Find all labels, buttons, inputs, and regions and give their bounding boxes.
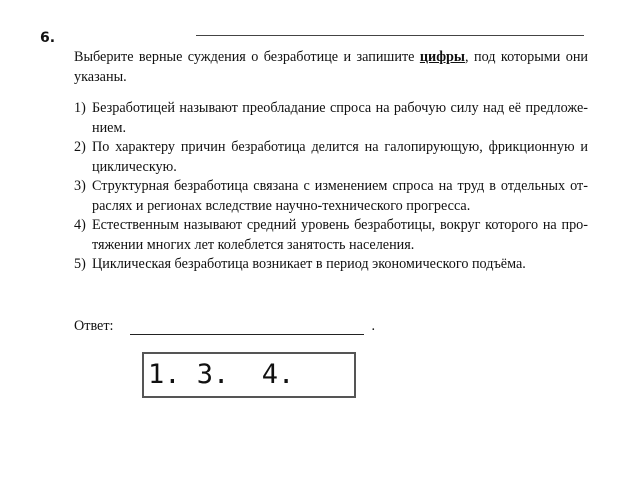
option-text: Безработицей называют преобладание спроса на рабочую силу над её предложением. — [92, 100, 588, 136]
option-1 — [74, 99, 588, 138]
prompt-text-start: Выберите верные суждения о безработице и запишите — [74, 49, 420, 65]
answer-row — [74, 318, 375, 335]
option-number: 4) — [74, 217, 86, 233]
prompt-emphasis: цифры — [419, 49, 466, 65]
options-list — [74, 99, 588, 275]
option-text: По характеру причин безработица делится на галопирующую, фрикционную и циклическую. — [92, 139, 588, 175]
option-text: Циклическая безработица возникает в период экономического подъёма. — [92, 256, 526, 272]
option-number: 5) — [74, 256, 86, 272]
option-text: Естественным называют средний уровень безработицы, вокруг которого на протяжении многих лет колеблется занятость населения. — [92, 217, 588, 253]
option-number: 2) — [74, 139, 86, 155]
question-sheet — [74, 48, 588, 275]
option-2 — [74, 138, 588, 177]
answer-input[interactable]: 1. 3. 4. — [142, 352, 356, 398]
question-prompt — [74, 48, 588, 87]
question-number: 6. — [40, 30, 56, 46]
option-5 — [74, 255, 588, 275]
option-text: Структурная безработица связана с изменением спроса на труд в отдельных отраслях и регионах вследствие научно-технического прогресса. — [92, 178, 588, 214]
option-number: 1) — [74, 100, 86, 116]
option-number: 3) — [74, 178, 86, 194]
option-4 — [74, 216, 588, 255]
answer-line — [130, 318, 364, 335]
option-3 — [74, 177, 588, 216]
prompt-text-end: , под которыми они указаны. — [74, 49, 588, 85]
top-divider — [196, 35, 584, 36]
answer-suffix: . — [371, 318, 376, 334]
answer-label: Ответ: — [74, 318, 114, 334]
